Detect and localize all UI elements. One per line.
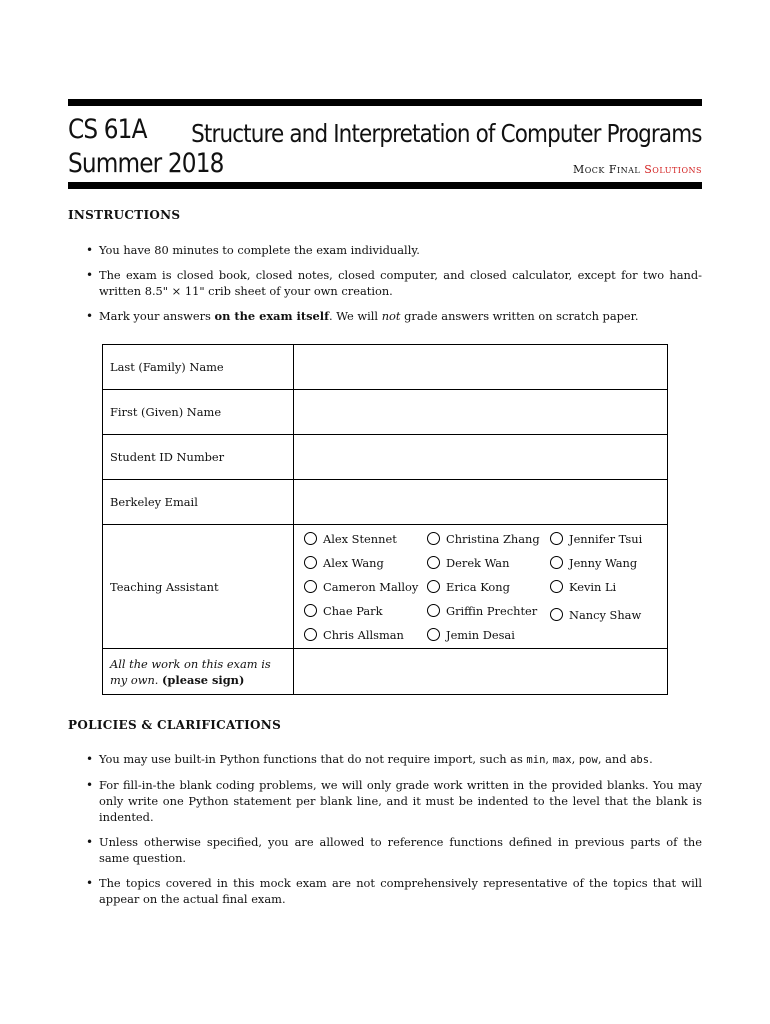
radio-circle-icon[interactable] bbox=[304, 580, 317, 593]
signature-statement: All the work on this exam is my own. bbox=[110, 656, 271, 687]
policy-item: • You may use built-in Python functions that do not require import, such as min, max, pow, and abs. bbox=[68, 751, 702, 768]
policies-heading: POLICIES & CLARIFICATIONS bbox=[68, 718, 282, 732]
radio-circle-icon[interactable] bbox=[427, 556, 440, 569]
policy-item: • Unless otherwise specified, you are allowed to reference functions defined in previous parts of the same question. bbox=[68, 834, 702, 866]
instruction-text: grade answers written on scratch paper. bbox=[400, 309, 639, 323]
course-title: Structure and Interpretation of Computer Programs bbox=[191, 119, 702, 148]
ta-option-label: Jenny Wang bbox=[569, 555, 638, 570]
ta-option[interactable] bbox=[304, 554, 427, 571]
field-label: Student ID Number bbox=[103, 435, 294, 480]
form-row-signature bbox=[103, 649, 668, 695]
ta-option-label: Griffin Prechter bbox=[446, 603, 538, 618]
student-info-form bbox=[102, 344, 668, 695]
ta-option[interactable] bbox=[304, 602, 427, 619]
ta-option[interactable] bbox=[427, 530, 550, 547]
ta-option[interactable] bbox=[550, 554, 660, 571]
ta-option-label: Jennifer Tsui bbox=[569, 531, 643, 546]
signature-field[interactable] bbox=[294, 649, 668, 695]
email-field[interactable] bbox=[294, 480, 668, 525]
header-rule-top bbox=[68, 99, 702, 106]
instruction-emphasis: not bbox=[381, 309, 401, 323]
radio-circle-icon[interactable] bbox=[427, 628, 440, 641]
ta-option[interactable] bbox=[304, 626, 427, 643]
ta-option[interactable] bbox=[427, 602, 550, 619]
ta-option-label: Nancy Shaw bbox=[569, 607, 642, 622]
builtin-name: max bbox=[552, 754, 572, 766]
ta-option[interactable] bbox=[427, 554, 550, 571]
ta-option-label: Derek Wan bbox=[446, 555, 510, 570]
ta-option[interactable] bbox=[427, 626, 550, 643]
signature-prompt: (please sign) bbox=[162, 672, 245, 687]
exam-label bbox=[573, 163, 702, 176]
ta-option-label: Kevin Li bbox=[569, 579, 617, 594]
radio-circle-icon[interactable] bbox=[304, 556, 317, 569]
ta-option[interactable] bbox=[304, 578, 427, 595]
radio-circle-icon[interactable] bbox=[427, 580, 440, 593]
ta-option-label: Alex Stennet bbox=[323, 531, 397, 546]
form-row-last-name bbox=[103, 345, 668, 390]
field-label: Last (Family) Name bbox=[103, 345, 294, 390]
ta-column bbox=[304, 530, 427, 643]
ta-option[interactable] bbox=[550, 578, 660, 595]
ta-column bbox=[427, 530, 550, 643]
field-label: First (Given) Name bbox=[103, 390, 294, 435]
first-name-field[interactable] bbox=[294, 390, 668, 435]
ta-option[interactable] bbox=[427, 578, 550, 595]
radio-circle-icon[interactable] bbox=[550, 608, 563, 621]
policy-text: You may use built-in Python functions that do not require import, such as bbox=[99, 752, 523, 766]
signature-label bbox=[103, 649, 294, 695]
form-row-student-id bbox=[103, 435, 668, 480]
ta-option-label: Christina Zhang bbox=[446, 531, 540, 546]
last-name-field[interactable] bbox=[294, 345, 668, 390]
field-label: Teaching Assistant bbox=[103, 525, 294, 649]
ta-options bbox=[294, 525, 668, 649]
radio-circle-icon[interactable] bbox=[550, 556, 563, 569]
field-label: Berkeley Email bbox=[103, 480, 294, 525]
ta-option-label: Jemin Desai bbox=[446, 627, 515, 642]
instruction-text: . We will bbox=[329, 309, 382, 323]
instruction-item bbox=[68, 308, 702, 324]
course-term: Summer 2018 bbox=[68, 148, 224, 179]
radio-circle-icon[interactable] bbox=[550, 580, 563, 593]
instructions-heading: INSTRUCTIONS bbox=[68, 208, 181, 222]
ta-option-label: Alex Wang bbox=[323, 555, 384, 570]
instruction-emphasis: on the exam itself bbox=[214, 309, 330, 323]
exam-label-main: Mock Final bbox=[572, 163, 641, 176]
header-rule-bottom bbox=[68, 182, 702, 189]
policies-list bbox=[68, 751, 702, 916]
ta-option-label: Cameron Malloy bbox=[323, 579, 419, 594]
radio-circle-icon[interactable] bbox=[427, 604, 440, 617]
radio-circle-icon[interactable] bbox=[550, 532, 563, 545]
ta-column bbox=[550, 530, 660, 643]
instruction-text: Mark your answers bbox=[99, 309, 215, 323]
course-code: CS 61A bbox=[68, 114, 147, 145]
instruction-item: • The exam is closed book, closed notes, closed computer, and closed calculator, except for two hand-written 8.5" × 11" crib sheet of your own creation. bbox=[68, 267, 702, 299]
ta-radio-group bbox=[301, 530, 660, 643]
form-row-email bbox=[103, 480, 668, 525]
ta-option[interactable] bbox=[304, 530, 427, 547]
student-id-field[interactable] bbox=[294, 435, 668, 480]
policy-item: • For fill-in-the blank coding problems, we will only grade work written in the provided blanks. You may only write one Python statement per blank line, and it must be indented to the level that the blank is indented. bbox=[68, 777, 702, 825]
policy-item: • The topics covered in this mock exam are not comprehensively representative of the topics that will appear on the actual final exam. bbox=[68, 875, 702, 907]
exam-label-accent: Solutions bbox=[644, 163, 702, 176]
radio-circle-icon[interactable] bbox=[427, 532, 440, 545]
ta-option-label: Erica Kong bbox=[446, 579, 510, 594]
radio-circle-icon[interactable] bbox=[304, 604, 317, 617]
form-row-teaching-assistant bbox=[103, 525, 668, 649]
instructions-list bbox=[68, 242, 702, 333]
builtin-name: pow bbox=[578, 754, 598, 766]
builtin-name: abs bbox=[630, 754, 650, 766]
radio-circle-icon[interactable] bbox=[304, 532, 317, 545]
ta-option-label: Chris Allsman bbox=[323, 627, 404, 642]
ta-option-label: Chae Park bbox=[323, 603, 383, 618]
instruction-item: • You have 80 minutes to complete the exam individually. bbox=[68, 242, 702, 258]
ta-option[interactable] bbox=[550, 606, 660, 623]
ta-option[interactable] bbox=[550, 530, 660, 547]
radio-circle-icon[interactable] bbox=[304, 628, 317, 641]
builtin-name: min bbox=[526, 754, 546, 766]
form-row-first-name bbox=[103, 390, 668, 435]
